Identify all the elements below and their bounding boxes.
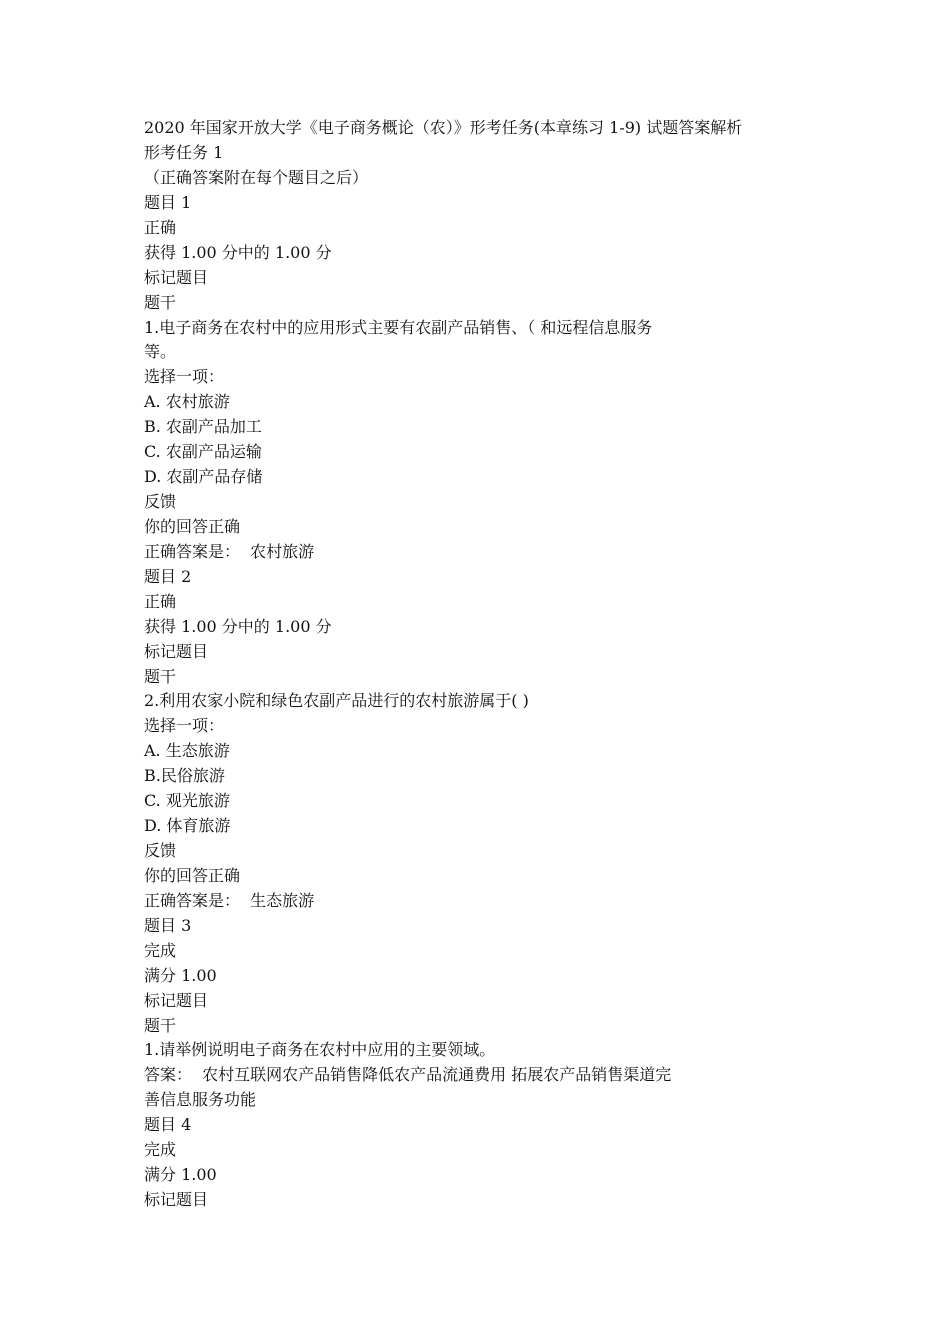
document-line: 选择一项： bbox=[144, 716, 225, 735]
document-line: 答案： 农村互联网农产品销售降低农产品流通费用 拓展农产品销售渠道完 bbox=[144, 1065, 672, 1084]
document-line: 反馈 bbox=[144, 841, 177, 860]
document-line: 标记题目 bbox=[144, 1190, 209, 1209]
document-line: 题目 4 bbox=[144, 1115, 192, 1134]
document-line: 正确答案是： 生态旅游 bbox=[144, 891, 315, 910]
document-line: 获得 1.00 分中的 1.00 分 bbox=[144, 617, 332, 636]
document-line: 完成 bbox=[144, 1140, 177, 1159]
document-line: 满分 1.00 bbox=[144, 1165, 217, 1184]
document-line: 正确答案是： 农村旅游 bbox=[144, 542, 315, 561]
document-line: 满分 1.00 bbox=[144, 966, 217, 985]
document-line: B. 农副产品加工 bbox=[144, 417, 262, 436]
document-line: 题目 1 bbox=[144, 193, 192, 212]
document-line: 题干 bbox=[144, 1016, 177, 1035]
document-line: 题目 3 bbox=[144, 916, 192, 935]
document-line: （正确答案附在每个题目之后） bbox=[144, 168, 369, 187]
document-line: 选择一项： bbox=[144, 367, 225, 386]
document-line: D. 农副产品存储 bbox=[144, 467, 263, 486]
document-line: 完成 bbox=[144, 941, 177, 960]
document-line: 正确 bbox=[144, 218, 177, 237]
document-line: 题目 2 bbox=[144, 567, 192, 586]
document-line: 题干 bbox=[144, 667, 177, 686]
document-line: 形考任务 1 bbox=[144, 143, 224, 162]
document-line: 正确 bbox=[144, 592, 177, 611]
document-line: 1.电子商务在农村中的应用形式主要有农副产品销售、（ 和远程信息服务 bbox=[144, 318, 653, 337]
document-line: A. 农村旅游 bbox=[144, 392, 230, 411]
document-line: 标记题目 bbox=[144, 268, 209, 287]
document-line: D. 体育旅游 bbox=[144, 816, 231, 835]
document-line: 反馈 bbox=[144, 492, 177, 511]
document-line: 善信息服务功能 bbox=[144, 1090, 257, 1109]
document-line: A. 生态旅游 bbox=[144, 741, 230, 760]
document-line: C. 农副产品运输 bbox=[144, 442, 262, 461]
document-line: 等。 bbox=[144, 342, 177, 361]
document-title: 2020 年国家开放大学《电子商务概论（农）》形考任务(本章练习 1-9) 试题答案解析 bbox=[144, 118, 743, 137]
document-line: 标记题目 bbox=[144, 642, 209, 661]
document-line: 标记题目 bbox=[144, 991, 209, 1010]
document-line: C. 观光旅游 bbox=[144, 791, 230, 810]
document-line: 1.请举例说明电子商务在农村中应用的主要领域。 bbox=[144, 1040, 496, 1059]
document-line: 你的回答正确 bbox=[144, 866, 241, 885]
document-line: 获得 1.00 分中的 1.00 分 bbox=[144, 243, 332, 262]
document-line: 你的回答正确 bbox=[144, 517, 241, 536]
document-line: 题干 bbox=[144, 293, 177, 312]
document-line: B.民俗旅游 bbox=[144, 766, 225, 785]
document-line: 2.利用农家小院和绿色农副产品进行的农村旅游属于( ) bbox=[144, 691, 529, 710]
